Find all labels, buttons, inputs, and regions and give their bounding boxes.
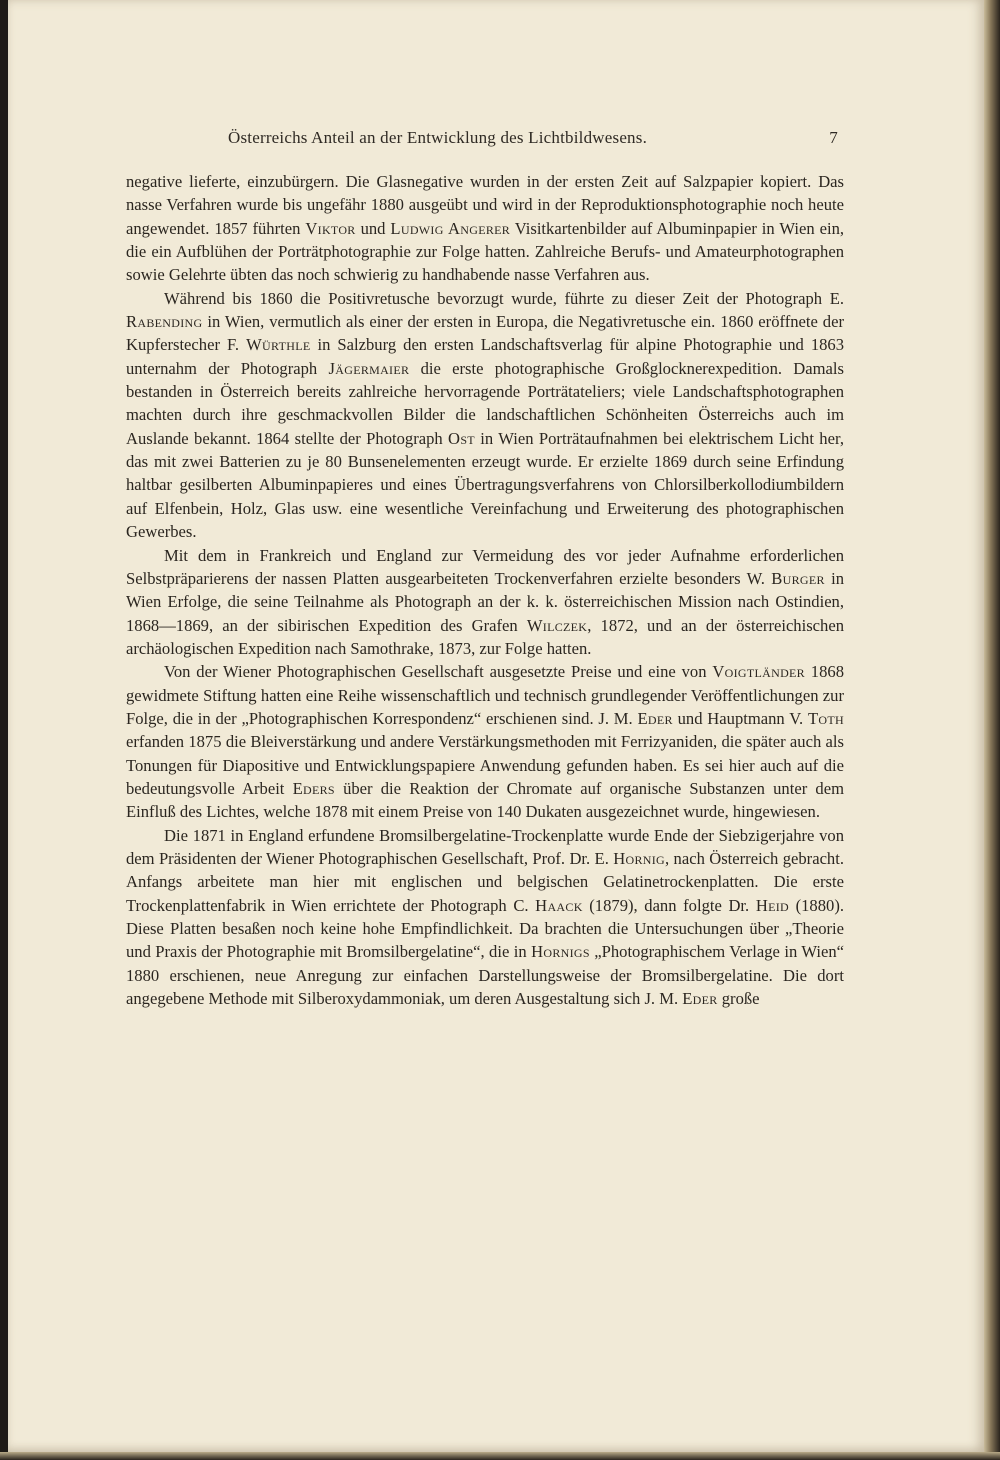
text-run: Von der Wiener Photographischen Gesellschaft ausgesetzte Preise und eine von	[164, 662, 713, 682]
person-name: Ost	[448, 428, 475, 448]
text-run: und Hauptmann V.	[672, 708, 808, 728]
text-run: Die 1871 in England erfundene Bromsilbergelatine-Trockenplatte wurde Ende der Siebzigerjahre von dem Präsidenten der Wiener Photographischen Gesellschaft, Prof. Dr. E.	[126, 825, 844, 868]
person-name: Eder	[682, 989, 718, 1009]
text-run: Während bis 1860 die Positivretusche bevorzugt wurde, führte zu dieser Zeit der Photograph E.	[164, 288, 844, 308]
paragraph	[126, 544, 844, 661]
text-run: große	[717, 989, 760, 1009]
text-run: in Wien, vermutlich als einer der ersten in Europa, die Negativretusche ein. 1860 eröffnete der Kupferstecher F.	[126, 312, 844, 355]
person-name: Voigtländer	[712, 662, 805, 682]
paragraph	[126, 824, 844, 1011]
text-run: (1880). Diese Platten besaßen noch keine hohe Empfindlichkeit. Da brachten die Untersuchungen über „Theorie und Praxis der Photographie mit Bromsilbergelatine“, die in	[126, 895, 844, 962]
person-name: Burger	[771, 568, 825, 588]
running-title: Österreichs Anteil an der Entwicklung des Lichtbildwesens.	[228, 128, 648, 147]
person-name: Wilczek	[526, 615, 588, 635]
page-bottom-edge	[0, 1452, 1000, 1460]
text-run: erfanden 1875 die Bleiverstärkung und andere Verstärkungsmethoden mit Ferrizyaniden, die später auch als Tonungen für Diapositive und Entwicklungspapiere Anwendung gefunden haben. Es sei hier auch auf die bedeutungsvolle Arbeit	[126, 732, 844, 798]
text-run: (1879), dann folgte Dr.	[582, 895, 756, 915]
person-name: Eders	[292, 778, 335, 798]
person-name: Heid	[755, 895, 789, 915]
body-text	[126, 170, 844, 1010]
text-run: , nach Österreich gebracht. Anfangs arbeitete man hier mit englischen und belgischen Gelatinetrockenplatten. Die erste Trockenplattenfabrik in Wien errichtete der Photograph C.	[126, 848, 844, 915]
person-name: Haack	[535, 895, 583, 915]
person-name: Jägermaier	[328, 358, 410, 378]
paragraph	[126, 660, 844, 823]
person-name: Toth	[808, 708, 844, 728]
book-page	[8, 0, 984, 1452]
text-run: „Photographischem Verlage in Wien“ 1880 erschienen, neue Anregung zur einfachen Darstellungsweise der Bromsilbergelatine. Die dort angegebene Methode mit Silberoxydammoniak, um deren Ausgestaltung sich J. M.	[126, 942, 844, 1009]
text-run: Mit dem in Frankreich und England zur Vermeidung des vor jeder Aufnahme erforderlichen Selbstpräparierens der nassen Platten ausgearbeiteten Trockenverfahren erzielte besonders W.	[126, 545, 844, 588]
text-run: 1868 gewidmete Stiftung hatten eine Reihe wissenschaftlich und technisch grundlegender Veröffentlichungen zur Folge, die in der „Photographischen Korrespondenz“ erschienen sind. J. M.	[126, 662, 844, 728]
text-run: und	[355, 218, 391, 238]
book-edge	[984, 0, 1000, 1460]
text-run: , 1872, und an der österreichischen archäologischen Expedition nach Samothrake, 1873, zur Folge hatten.	[126, 615, 844, 658]
person-name: Ludwig Angerer	[390, 218, 511, 238]
page-number: 7	[829, 128, 838, 147]
person-name: Eder	[637, 708, 673, 728]
person-name: Hornigs	[531, 942, 590, 962]
person-name: Rabending	[126, 312, 203, 332]
person-name: Viktor	[305, 218, 356, 238]
text-run: negative lieferte, einzubürgern. Die Glasnegative wurden in der ersten Zeit auf Salzpapier kopiert. Das nasse Verfahren wurde bis ungefähr 1880 ausgeübt und wird in der Reproduktionsphotographie noch heute angewendet. 1857 führten	[126, 172, 844, 238]
person-name: Würthle	[246, 335, 311, 355]
text-run: Visitkartenbilder auf Albuminpapier in Wien ein, die ein Aufblühen der Porträtphotographie zur Folge hatten. Zahlreiche Berufs- und Amateurphotographen sowie Gelehrte übten das noch schwierig zu handhabende nasse Verfahren aus.	[126, 218, 845, 285]
text-run: in Wien Porträtaufnahmen bei elektrischem Licht her, das mit zwei Batterien zu je 80 Bunsenelementen erzeugt wurde. Er erzielte 1869 durch seine Erfindung haltbar gesilberten Albuminpapieres und eines Übertragungsverfahrens von Chlorsilberkollodiumbildern auf Elfenbein, Holz, Glas usw. eine wesentliche Vereinfachung und Erweiterung des photographischen Gewerbes.	[126, 428, 844, 542]
text-run: über die Reaktion der Chromate auf organische Substanzen unter dem Einfluß des Lichtes, welche 1878 mit einem Preise von 140 Dukaten ausgezeichnet wurde, hingewiesen.	[126, 778, 844, 822]
text-run: in Salzburg den ersten Landschaftsverlag für alpine Photographie und 1863 unternahm der Photograph	[126, 335, 845, 378]
text-run: in Wien Erfolge, die seine Teilnahme als Photograph an der k. k. österreichischen Mission nach Ostindien, 1868—1869, an der sibirischen Expedition des Grafen	[126, 568, 845, 635]
paragraph	[126, 287, 844, 544]
paragraph	[126, 170, 844, 287]
text-run: die erste photographische Großglocknerexpedition. Damals bestanden in Österreich bereits zahlreiche hervorragende Porträtateliers; viele Landschaftsphotographen machten durch ihre geschmackvollen Bilder die landschaftlichen Schönheiten Österreichs auch im Auslande bekannt. 1864 stellte der Photograph	[126, 358, 844, 448]
person-name: Hornig	[613, 848, 666, 868]
